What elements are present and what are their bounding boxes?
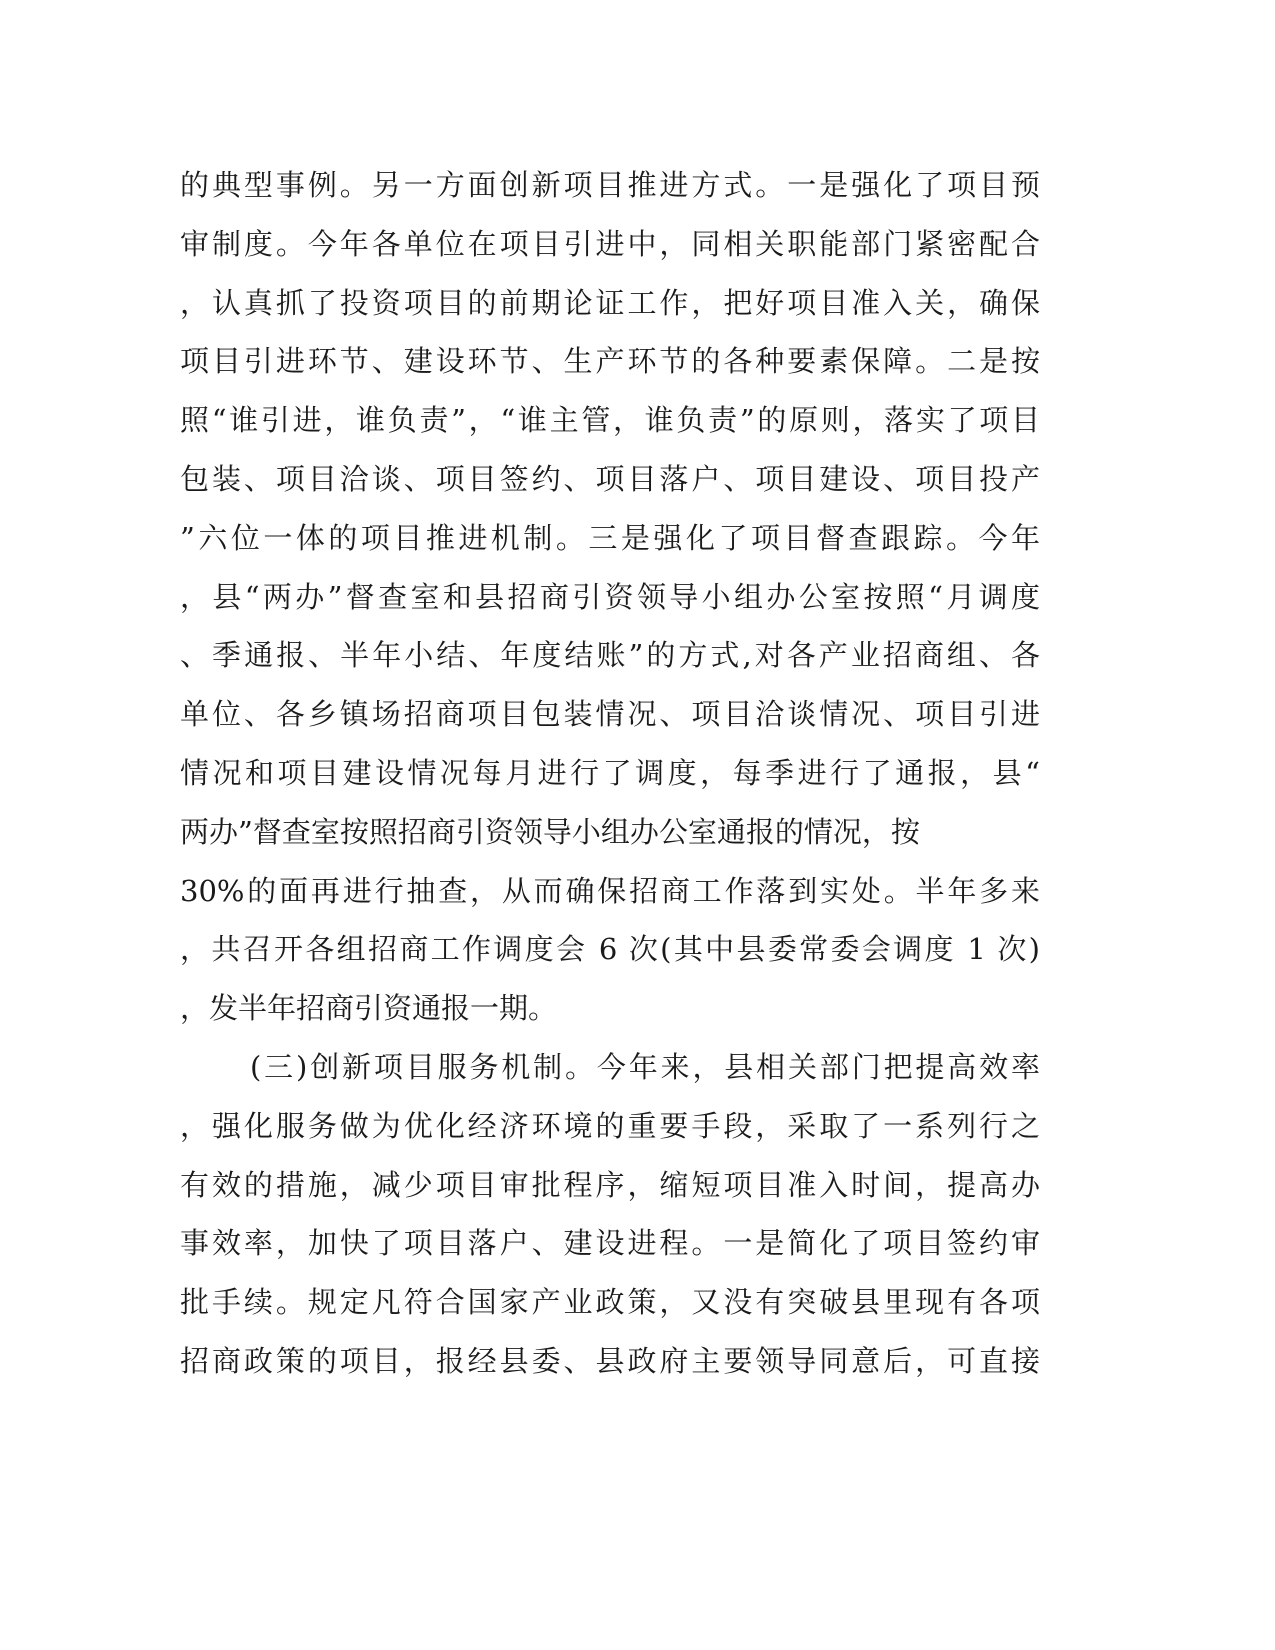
text-line: ，县“两办”督查室和县招商引资领导小组办公室按照“月调度 xyxy=(180,579,1040,614)
text-line: 事效率，加快了项目落户、建设进程。一是简化了项目签约审 xyxy=(180,1226,1040,1261)
text-line: ”六位一体的项目推进机制。三是强化了项目督查跟踪。今年 xyxy=(180,520,1040,555)
paragraph-1 xyxy=(180,156,1040,1038)
text-line: 批手续。规定凡符合国家产业政策，又没有突破县里现有各项 xyxy=(180,1285,1040,1320)
text-line: ，认真抓了投资项目的前期论证工作，把好项目准入关，确保 xyxy=(180,285,1040,320)
text-line: 有效的措施，减少项目审批程序，缩短项目准入时间，提高办 xyxy=(180,1167,1040,1202)
text-line: 、季通报、半年小结、年度结账”的方式,对各产业招商组、各 xyxy=(180,638,1040,673)
text-line: 的典型事例。另一方面创新项目推进方式。一是强化了项目预 xyxy=(180,168,1040,202)
text-line: 审制度。今年各单位在项目引进中，同相关职能部门紧密配合 xyxy=(180,226,1040,261)
text-line: 照“谁引进，谁负责”，“谁主管，谁负责”的原则，落实了项目 xyxy=(180,403,1040,438)
text-line: 30%的面再进行抽查，从而确保招商工作落到实处。半年多来 xyxy=(180,873,1040,908)
text-line: 项目引进环节、建设环节、生产环节的各种要素保障。二是按 xyxy=(180,344,1040,379)
paragraph-2 xyxy=(180,1038,1040,1391)
text-line: 两办”督查室按照招商引资领导小组办公室通报的情况，按 xyxy=(180,814,920,849)
text-line: 包装、项目洽谈、项目签约、项目落户、项目建设、项目投产 xyxy=(180,461,1040,496)
text-line: 单位、各乡镇场招商项目包装情况、项目洽谈情况、项目引进 xyxy=(180,697,1040,732)
text-line: ，强化服务做为优化经济环境的重要手段，采取了一系列行之 xyxy=(180,1108,1040,1143)
text-line: 招商政策的项目，报经县委、县政府主要领导同意后，可直接 xyxy=(180,1343,1040,1378)
body-text xyxy=(180,156,1040,1391)
text-line: ，共召开各组招商工作调度会 6 次(其中县委常委会调度 1 次) xyxy=(180,932,1040,967)
text-line: (三)创新项目服务机制。今年来，县相关部门把提高效率 xyxy=(250,1049,1040,1084)
text-line: ，发半年招商引资通报一期。 xyxy=(180,991,558,1026)
text-line: 情况和项目建设情况每月进行了调度，每季进行了通报，县“ xyxy=(180,755,1040,790)
